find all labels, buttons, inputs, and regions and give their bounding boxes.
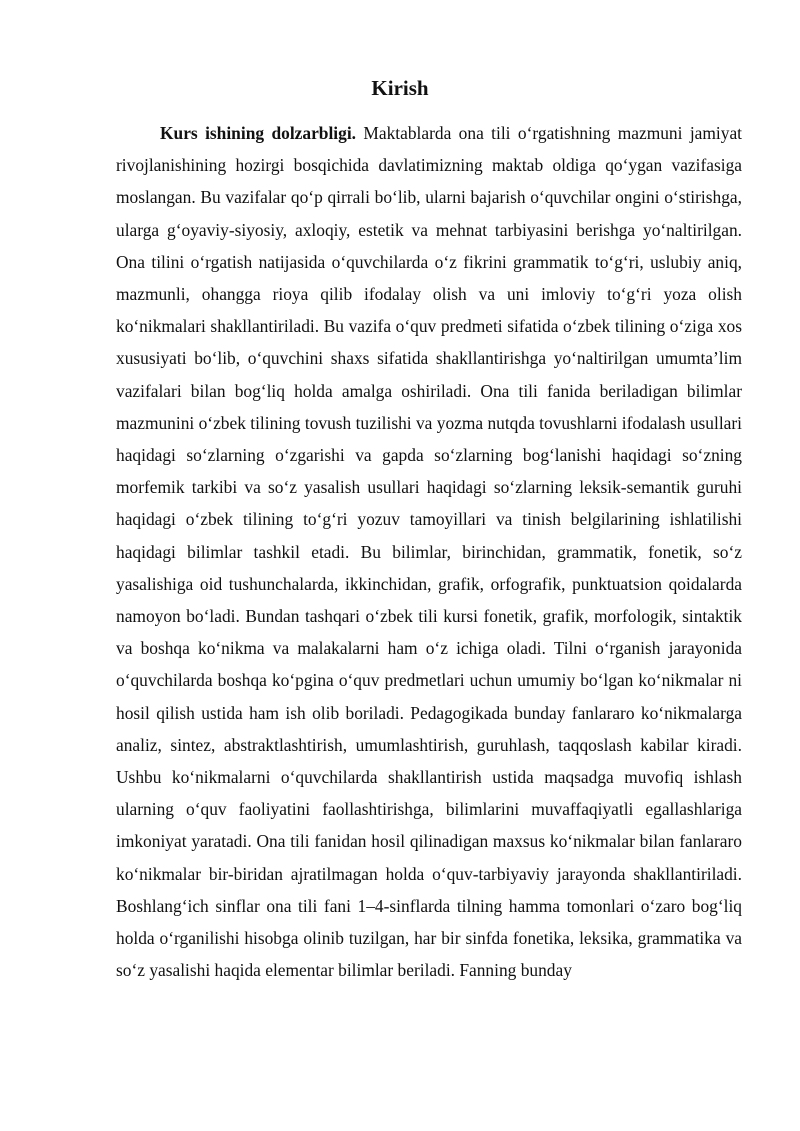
body-paragraph [116,117,742,986]
section-lead-heading: Kurs ishining dolzarbligi. [160,123,356,143]
page-title: Kirish [371,76,429,100]
paragraph-text: Maktablarda ona tili o‘rgatishning mazmuni jamiyat rivojlanishining hozirgi bosqichida davlatimizning maktab oldiga qo‘ygan vazifasiga moslangan. Bu vazifalar qo‘p qirrali bo‘lib, ularni bajarish o‘quvchilar ongini o‘stirishga, ularga g‘oyaviy-siyosiy, axloqiy, estetik va mehnat tarbiyasini berishga yo‘naltirilgan. Ona tilini o‘rgatish natijasida o‘quvchilarda o‘z fikrini grammatik to‘g‘ri, uslubiy aniq, mazmunli, ohangga rioya qilib ifodalay olish va uni imloviy to‘g‘ri yoza olish ko‘nikmalari shakllantiriladi. Bu vazifa o‘quv predmeti sifatida o‘zbek tilining o‘ziga xos xususiyati bo‘lib, o‘quvchini shaxs sifatida shakllantirishga yo‘naltirilgan umumta’lim vazifalari bilan bog‘liq holda amalga oshiriladi. Ona tili fanida beriladigan bilimlar mazmunini o‘zbek tilining tovush tuzilishi va yozma nutqda tovushlarni ifodalash usullari haqidagi so‘zlarning o‘zgarishi va gapda so‘zlarning bog‘lanishi haqidagi so‘zning morfemik tarkibi va so‘z yasalish usullari haqidagi so‘zlarning leksik-semantik guruhi haqidagi o‘zbek tilining to‘g‘ri yozuv tamoyillari va tinish belgilarining ishlatilishi haqidagi bilimlar tashkil etadi. Bu bilimlar, birinchidan, grammatik, fonetik, so‘z yasalishiga oid tushunchalarda, ikkinchidan, grafik, orfografik, punktuatsion qoidalarda namoyon bo‘ladi. Bundan tashqari o‘zbek tili kursi fonetik, grafik, morfologik, sintaktik va boshqa ko‘nikma va malakalarni ham o‘z ichiga oladi. Tilni o‘rganish jarayonida o‘quvchilarda boshqa ko‘pgina o‘quv predmetlari uchun umumiy bo‘lgan ko‘nikmalar ni hosil qilish ustida ham ish olib boriladi. Pedagogikada bunday fanlararo ko‘nikmalarga analiz, sintez, abstraktlashtirish, umumlashtirish, guruhlash, taqqoslash kabilar kiradi. Ushbu ko‘nikmalarni o‘quvchilarda shakllantirish ustida maqsadga muvofiq ishlash ularning o‘quv faoliyatini faollashtirishga, bilimlarini muvaffaqiyatli egallashlariga imkoniyat yaratadi. Ona tili fanidan hosil qilinadigan maxsus ko‘nikmalar bilan fanlararo ko‘nikmalar bir-biridan ajratilmagan holda o‘quv-tarbiyaviy jarayonda shakllantiriladi. Boshlang‘ich sinflar ona tili fani 1–4-sinflarda tilning hamma tomonlari o‘zaro bog‘liq holda o‘rganilishi hisobga olinib tuzilgan, har bir sinfda fonetika, leksika, grammatika va so‘z yasalishi haqida elementar bilimlar beriladi. Fanning bunday [116,123,742,981]
